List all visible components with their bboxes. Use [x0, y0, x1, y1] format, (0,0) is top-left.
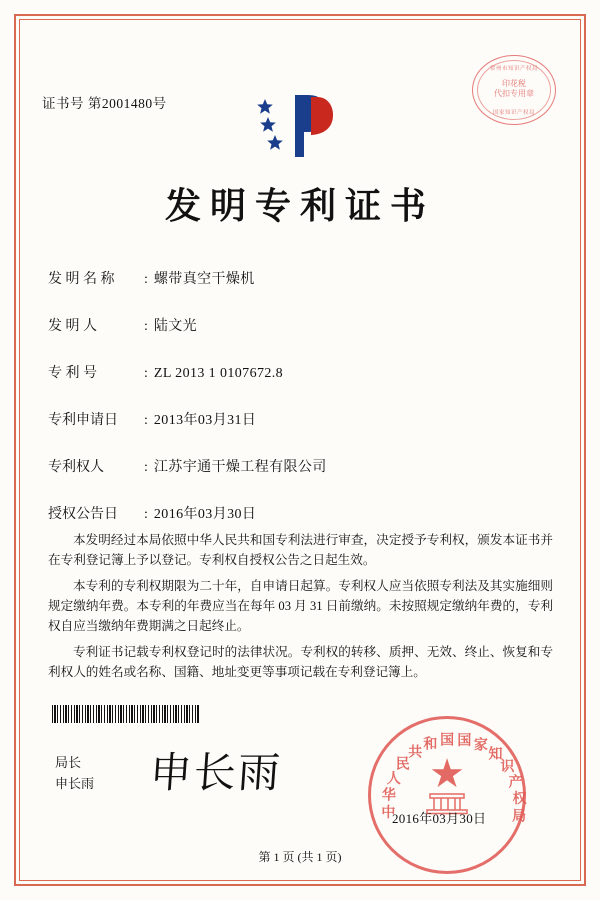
- page-title: 发明专利证书: [164, 186, 435, 226]
- director-block: [55, 752, 94, 794]
- field-colon: :: [144, 366, 148, 381]
- field-application-date: [48, 409, 558, 429]
- seal-date: 2016年03月30日: [392, 811, 487, 826]
- serial-number: 证书号 第2001480号: [42, 96, 167, 111]
- official-seal-text: 中 华 人 民 共 和 国 国 家 知 识 产 权 局: [381, 733, 527, 825]
- field-label-grant-date: 授权公告日: [48, 507, 118, 522]
- field-value-inventor: 陆文光: [153, 319, 198, 334]
- director-signature: 申长雨: [148, 751, 284, 797]
- field-colon: :: [144, 319, 148, 334]
- field-label-patent-number: 专 利 号: [48, 366, 97, 381]
- certificate-fields: [48, 268, 558, 550]
- field-value-patentee: 江苏宇通干燥工程有限公司: [153, 460, 327, 475]
- field-patentee: [48, 456, 558, 476]
- field-label-invention-name: 发 明 名 称: [48, 272, 115, 287]
- tax-stamp-top-text: 常州市知识产权局: [489, 66, 538, 72]
- field-colon: :: [144, 413, 148, 428]
- field-colon: :: [144, 460, 148, 475]
- field-colon: :: [144, 507, 148, 522]
- tax-stamp-seal-icon: [472, 55, 558, 127]
- director-label: 局长: [55, 755, 82, 770]
- field-value-application-date: 2013年03月31日: [153, 413, 257, 428]
- paragraph-1: 本发明经过本局依照中华人民共和国专利法进行审查，决定授予专利权，颁发本证书并在专利登记簿上予以登记。专利权自授权公告之日起生效。: [48, 533, 553, 567]
- certificate-body-text: [48, 530, 553, 688]
- field-value-grant-date: 2016年03月30日: [153, 507, 257, 522]
- tax-stamp-center-text: [472, 79, 556, 99]
- sipo-logo-icon: [255, 85, 347, 165]
- field-label-application-date: 专利申请日: [48, 413, 118, 428]
- field-colon: :: [144, 272, 148, 287]
- tax-stamp-center-line2: 代扣专用章: [494, 89, 534, 98]
- barcode: [52, 705, 200, 723]
- field-value-patent-number: ZL 2013 1 0107672.8: [153, 366, 284, 381]
- field-grant-date: [48, 503, 558, 523]
- page-footer: 第 1 页 (共 1 页): [258, 850, 342, 864]
- field-label-patentee: 专利权人: [48, 460, 104, 475]
- tax-stamp-bottom-text: 国家知识产权局: [492, 110, 535, 116]
- field-patent-number: [48, 362, 558, 382]
- paragraph-3: 专利证书记载专利权登记时的法律状况。专利权的转移、质押、无效、终止、恢复和专利权人的姓名或名称、国籍、地址变更等事项记载在专利登记簿上。: [48, 645, 553, 679]
- field-inventor: [48, 315, 558, 335]
- paragraph-2: 本专利的专利权期限为二十年，自申请日起算。专利权人应当依照专利法及其实施细则规定缴纳年费。本专利的年费应当在每年 03 月 31 日前缴纳。未按照规定缴纳年费的，专利权自应当缴纳年费期满之日起终止。: [48, 579, 553, 633]
- field-label-inventor: 发 明 人: [48, 319, 97, 334]
- director-name: 申长雨: [55, 776, 95, 791]
- field-value-invention-name: 螺带真空干燥机: [153, 272, 255, 287]
- field-invention-name: [48, 268, 558, 288]
- tax-stamp-center-line1: 印花税: [502, 79, 526, 88]
- five-pointed-star-icon: ★: [429, 751, 465, 796]
